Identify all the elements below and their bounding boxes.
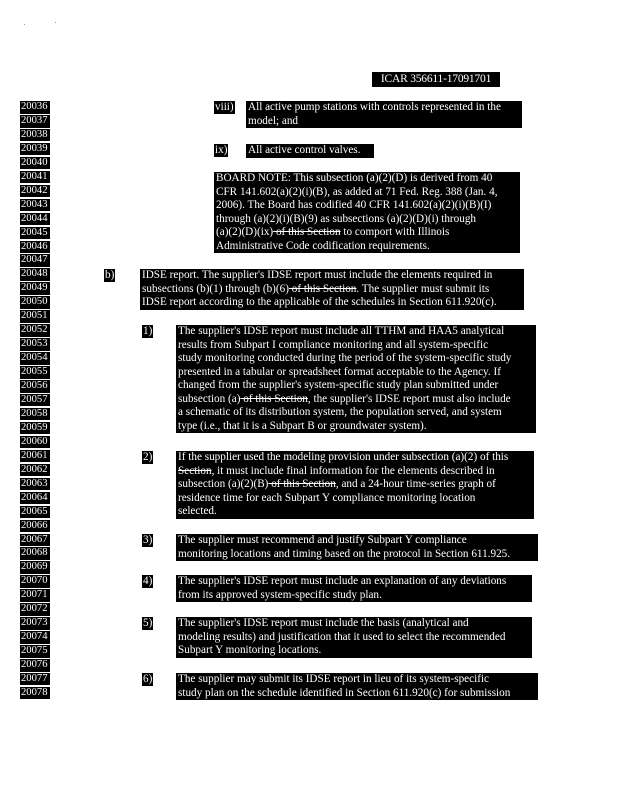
text-line — [216, 226, 518, 240]
struck-text: of this Section — [273, 226, 341, 238]
item-label-ix: ix) — [215, 144, 228, 156]
line-number: 20052 — [20, 324, 50, 337]
line-number: 20051 — [20, 310, 50, 323]
line-number: 20063 — [20, 478, 50, 491]
text-segment: to comport with Illinois — [340, 226, 450, 238]
line-number: 20042 — [20, 185, 50, 198]
struck-text: of this Section — [288, 282, 357, 295]
line-number: 20056 — [20, 380, 50, 393]
item-label-b2: 2) — [143, 451, 153, 463]
item-label-b: b) — [105, 269, 115, 281]
text-segment: subsections (b)(1) through (b)(6) — [142, 282, 289, 295]
line-number: 20066 — [20, 520, 50, 533]
scan-specks — [24, 22, 64, 28]
line-number: 20067 — [20, 534, 50, 547]
text-line: type (i.e., that it is a Subpart B or groundwater system). — [178, 419, 427, 432]
line-number: 20036 — [20, 101, 50, 114]
line-number: 20039 — [20, 143, 50, 156]
item-label-viii: viii) — [215, 101, 234, 113]
text-line: results from Subpart I compliance monitoring and all system-specific — [178, 338, 489, 351]
text-line: selected. — [178, 505, 217, 517]
item-b3-text — [176, 534, 538, 561]
text-line: Administrative Code codification requirements. — [216, 239, 430, 252]
line-number: 20054 — [20, 352, 50, 365]
text-line: 2006). The Board has codified 40 CFR 141.602(a)(2)(i)(B)(I) — [216, 199, 492, 211]
line-number: 20048 — [20, 268, 50, 281]
document-id-header: ICAR 356611-17091701 — [372, 72, 500, 87]
text-line: presented in a tabular or spreadsheet format acceptable to the Agency. If — [178, 365, 501, 378]
line-number: 20074 — [20, 631, 50, 644]
text-line: IDSE report. The supplier's IDSE report must include the elements required in — [142, 269, 493, 281]
line-number: 20072 — [20, 603, 50, 616]
item-b2-text — [176, 451, 534, 519]
text-line: BOARD NOTE: This subsection (a)(2)(D) is derived from 40 — [216, 172, 493, 184]
item-viii-text — [246, 101, 522, 128]
line-number: 20069 — [20, 561, 50, 574]
text-line: All active pump stations with controls represented in the — [248, 101, 501, 113]
item-label-b4: 4) — [143, 575, 153, 587]
text-line: CFR 141.602(a)(2)(i)(B), as added at 71 Fed. Reg. 388 (Jan. 4, — [216, 185, 498, 198]
line-number: 20065 — [20, 506, 50, 519]
line-number: 20068 — [20, 547, 50, 560]
text-line: through (a)(2)(i)(B)(9) as subsections (a)(2)(D)(i) through — [216, 212, 477, 225]
line-number: 20043 — [20, 199, 50, 212]
text-line: from its approved system-specific study plan. — [178, 588, 382, 601]
item-b-text — [140, 269, 524, 310]
line-number: 20053 — [20, 338, 50, 351]
line-number: 20058 — [20, 408, 50, 421]
line-number: 20057 — [20, 394, 50, 407]
line-number: 20038 — [20, 129, 50, 142]
struck-text: Section — [178, 464, 212, 477]
line-number: 20050 — [20, 296, 50, 309]
line-number: 20037 — [20, 115, 50, 128]
line-number: 20071 — [20, 589, 50, 602]
struck-text: of this Section — [240, 392, 308, 405]
text-line: study monitoring conducted during the period of the system-specific study — [178, 352, 512, 364]
text-line — [178, 478, 532, 492]
text-line: The supplier's IDSE report must include the basis (analytical and — [178, 617, 469, 629]
line-number: 20062 — [20, 464, 50, 477]
line-number: 20041 — [20, 171, 50, 184]
text-line: Subpart Y monitoring locations. — [178, 644, 322, 656]
line-number: 20075 — [20, 645, 50, 658]
text-line: If the supplier used the modeling provision under subsection (a)(2) of this — [178, 451, 509, 463]
line-number: 20076 — [20, 659, 50, 672]
line-number: 20049 — [20, 282, 50, 295]
text-line: modeling results) and justification that it used to select the recommended — [178, 630, 506, 643]
text-line: model; and — [248, 114, 299, 127]
text-segment: , the supplier's IDSE report must also include — [307, 392, 511, 405]
item-label-b1: 1) — [143, 325, 153, 337]
text-line: study plan on the schedule identified in Section 611.920(c) for submission — [178, 686, 511, 699]
item-b4-text — [176, 575, 532, 602]
line-number: 20055 — [20, 366, 50, 379]
line-number: 20064 — [20, 492, 50, 505]
text-line — [178, 465, 532, 479]
line-number: 20046 — [20, 241, 50, 254]
text-line: IDSE report according to the applicable of the schedules in Section 611.920(c). — [142, 296, 497, 308]
item-label-b3: 3) — [143, 534, 153, 546]
text-segment: , and a 24-hour time-series graph of — [335, 478, 496, 490]
item-ix-text — [246, 144, 374, 158]
item-b5-text — [176, 617, 532, 658]
text-line: All active control valves. — [248, 144, 361, 156]
text-line: The supplier's IDSE report must include all TTHM and HAA5 analytical — [178, 325, 505, 337]
text-line: monitoring locations and timing based on the protocol in Section 611.925. — [178, 547, 511, 560]
text-segment: . The supplier must submit its — [356, 282, 490, 295]
text-line — [142, 283, 522, 297]
text-line: residence time for each Subpart Y compliance monitoring location — [178, 491, 476, 504]
line-number: 20073 — [20, 617, 50, 630]
line-number: 20078 — [20, 687, 50, 700]
line-number: 20059 — [20, 422, 50, 435]
text-segment: (a)(2)(D)(ix) — [216, 226, 274, 238]
line-number: 20070 — [20, 575, 50, 588]
text-line: The supplier must recommend and justify Subpart Y compliance — [178, 534, 467, 546]
text-segment: subsection (a)(2)(B) — [178, 478, 269, 490]
line-number: 20061 — [20, 450, 50, 463]
line-number: 20044 — [20, 213, 50, 226]
text-line: a schematic of its distribution system, the population served, and system — [178, 406, 502, 418]
text-line: changed from the supplier's system-specific study plan submitted under — [178, 379, 499, 391]
line-number: 20077 — [20, 673, 50, 686]
text-line: The supplier may submit its IDSE report in lieu of its system-specific — [178, 673, 490, 685]
text-line — [178, 393, 534, 407]
struck-text: of this Section — [268, 478, 336, 490]
line-number: 20040 — [20, 157, 50, 170]
text-segment: , it must include final information for the elements described in — [211, 464, 495, 477]
line-number: 20045 — [20, 227, 50, 240]
line-number: 20060 — [20, 436, 50, 449]
item-b6-text — [176, 673, 538, 700]
item-label-b5: 5) — [143, 617, 153, 629]
item-b1-text — [176, 325, 536, 433]
line-number: 20047 — [20, 254, 50, 267]
text-segment: subsection (a) — [178, 392, 241, 405]
text-line: The supplier's IDSE report must include an explanation of any deviations — [178, 575, 507, 587]
board-note — [214, 172, 520, 253]
item-label-b6: 6) — [143, 673, 153, 685]
